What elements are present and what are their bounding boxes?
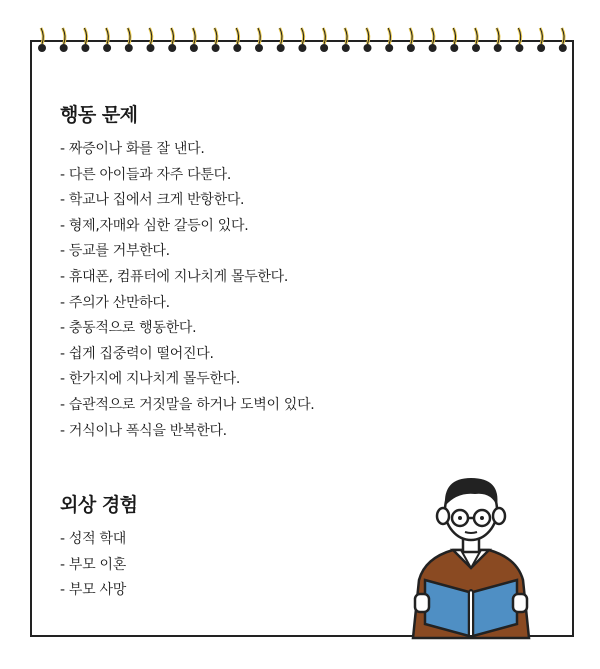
ring-hole: [537, 44, 545, 52]
section-trauma-experience: [60, 490, 138, 604]
ring-hole: [320, 44, 328, 52]
list-item: - 한가지에 지나치게 몰두한다.: [60, 371, 241, 388]
ring-hole: [38, 44, 46, 52]
ring-hole: [103, 44, 111, 52]
list-item: - 부모 사망: [60, 582, 126, 599]
person-reading-book-icon: [405, 470, 537, 640]
ring-hole: [81, 44, 89, 52]
ring-hole: [559, 44, 567, 52]
list-item: - 성적 학대: [60, 531, 126, 547]
spiral-binding-icon: [30, 22, 574, 56]
list-item: - 거식이나 폭식을 반복한다.: [60, 422, 227, 439]
item-list: [60, 527, 138, 604]
ring-hole: [342, 44, 350, 52]
ring-hole: [450, 44, 458, 52]
ring-hole: [168, 44, 176, 52]
list-item: - 등교를 거부한다.: [60, 243, 170, 260]
ring-hole: [277, 44, 285, 52]
section-behavior-problems: [60, 100, 314, 444]
ring-hole: [255, 44, 263, 52]
ring-hole: [472, 44, 480, 52]
ring-hole: [515, 44, 523, 52]
list-item: - 습관적으로 거짓말을 하거나 도벽이 있다.: [60, 396, 315, 413]
ring-hole: [125, 44, 133, 52]
ring-hole: [212, 44, 220, 52]
list-item: - 짜증이나 화를 잘 낸다.: [60, 141, 205, 157]
ring-hole: [233, 44, 241, 52]
ring-hole: [147, 44, 155, 52]
list-item: - 부모 이혼: [60, 556, 126, 573]
list-item: - 다른 아이들과 자주 다툰다.: [60, 166, 231, 183]
section-title: 외상 경험: [60, 494, 138, 516]
list-item: - 형제,자매와 심한 갈등이 있다.: [60, 217, 249, 234]
list-item: - 충동적으로 행동한다.: [60, 320, 197, 337]
ring-hole: [298, 44, 306, 52]
ring-hole: [494, 44, 502, 52]
ring-hole: [429, 44, 437, 52]
item-list: [60, 137, 314, 444]
list-item: - 쉽게 집중력이 떨어진다.: [60, 345, 214, 362]
list-item: - 휴대폰, 컴퓨터에 지나치게 몰두한다.: [60, 268, 289, 285]
ring-hole: [385, 44, 393, 52]
section-title: 행동 문제: [60, 104, 138, 126]
ring-hole: [60, 44, 68, 52]
list-item: - 학교나 집에서 크게 반항한다.: [60, 192, 245, 209]
ring-hole: [190, 44, 198, 52]
ring-hole: [364, 44, 372, 52]
ring-hole: [407, 44, 415, 52]
list-item: - 주의가 산만하다.: [60, 294, 170, 311]
